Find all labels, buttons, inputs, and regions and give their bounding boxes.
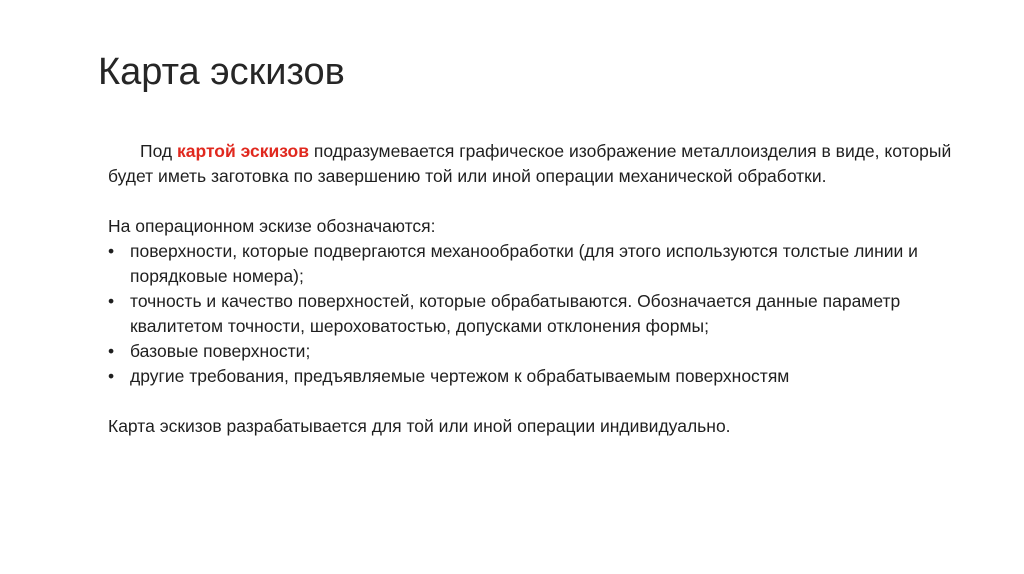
list-item [108, 339, 968, 364]
intro-prefix: Под [140, 141, 177, 161]
bullet-list [108, 239, 968, 389]
list-item-text: поверхности, которые подвергаются механообработки (для этого используются толстые линии и порядковые номера); [130, 241, 918, 286]
bullet-icon: • [108, 291, 115, 311]
list-item-text: другие требования, предъявляемые чертежом к обрабатываемым поверхностям [130, 366, 790, 386]
highlighted-term: картой эскизов [177, 141, 309, 161]
slide-title: Карта эскизов [98, 51, 345, 93]
conclusion-paragraph: Карта эскизов разрабатывается для той или иной операции индивидуально. [108, 416, 731, 436]
list-item-text: точность и качество поверхностей, которые обрабатываются. Обозначается данные параметр квалитетом точности, шероховатостью, допусками отклонения формы; [130, 291, 901, 336]
paragraph-spacer [108, 189, 968, 214]
list-heading: На операционном эскизе обозначаются: [108, 216, 436, 236]
bullet-icon: • [108, 341, 115, 361]
bullet-icon: • [108, 241, 115, 261]
intro-paragraph [108, 139, 968, 189]
intro-suffix: подразумевается графическое изображение металлоизделия в виде, который будет иметь заготовка по завершению той или иной операции механической обработки. [108, 141, 952, 186]
slide-content [108, 139, 968, 439]
bullet-icon: • [108, 366, 115, 386]
list-item [108, 239, 968, 289]
list-item-text: базовые поверхности; [130, 341, 311, 361]
list-item [108, 289, 968, 339]
paragraph-spacer [108, 389, 968, 414]
list-item [108, 364, 968, 389]
